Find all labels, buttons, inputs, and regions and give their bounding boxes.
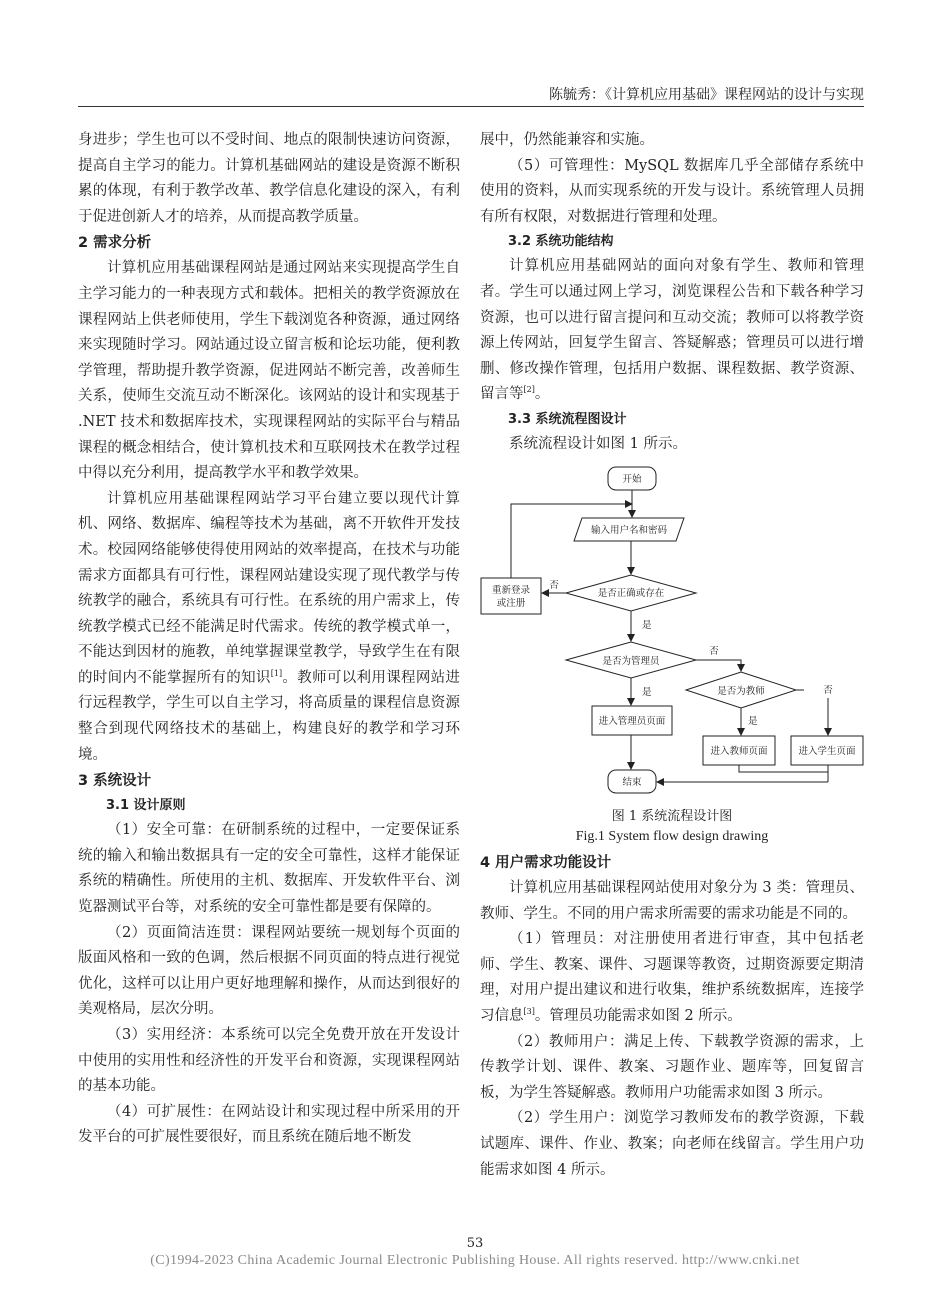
text: 计算机应用基础课程网站学习平台建立要以现代计算机、网络、数据库、编程等技术为基础，离不开软件开发技术。校园网络能够使得使用网站的效率提高，在技术与功能需求方面都具有可行性，课程网站建设实现了现代教学与传统教学的融合，系统具有可行性。在系统的用户需求上，传统教学模式已经不能满足时代需求。传统的教学模式单一，不能达到因材的施教，单纯掌握课堂教学，导致学生在有限的时间内不能掌握所有的知识 [78, 490, 460, 686]
section-heading: 4 用户需求功能设计 [480, 855, 612, 871]
flow-label: 否 [823, 685, 833, 696]
paragraph: 身进步；学生也可以不受时间、地点的限制快速访问资源，提高自主学习的能力。计算机基础网站的建设是资源不断积累的体现，有利于教学改革、教学信息化建设的深入，有利于促进创新人才的培养，从而提高教学质量。 [78, 132, 460, 225]
flow-label: 重新登录 [491, 585, 531, 596]
left-column [78, 128, 460, 1151]
paragraph: （5）可管理性：MySQL 数据库几乎全部储存系统中使用的资料，从而实现系统的开发与设计。系统管理人员拥有所有权限，对数据进行管理和处理。 [480, 157, 864, 225]
flow-label: 是否为教师 [717, 686, 765, 697]
flow-label: 是 [748, 716, 758, 727]
subsection-heading: 3.2 系统功能结构 [508, 234, 614, 250]
subsection-heading: 3.3 系统流程图设计 [508, 411, 627, 427]
text: （1）管理员：对注册使用者进行审查，其中包括老师、学生、教案、课件、习题课等教资，过期资源要定期清理，对用户提出建议和进行收集，维护系统数据库，连接学习信息 [480, 931, 864, 1024]
citation: [1] [270, 669, 283, 679]
flow-label: 是否为管理员 [602, 656, 660, 667]
header-rule [78, 106, 864, 107]
flow-label: 是否正确或存在 [597, 588, 665, 599]
paragraph: （4）可扩展性：在网站设计和实现过程中所采用的开发平台的可扩展性要很好，而且系统在随后地不断发 [78, 1103, 460, 1146]
right-column-lower [480, 850, 864, 1183]
text: 。管理员功能需求如图 2 所示。 [534, 1007, 742, 1024]
flow-label: 输入用户名和密码 [590, 525, 668, 536]
flowchart-svg [478, 462, 864, 800]
paragraph [480, 927, 864, 1029]
text: 。 [534, 386, 550, 403]
copyright-watermark: (C)1994-2023 China Academic Journal Electronic Publishing House. All rights reserved. http://www.cnki.net [150, 1253, 800, 1268]
citation: [3] [523, 1007, 535, 1017]
figure-caption: 图 1 系统流程设计图 [611, 809, 733, 824]
text: 。教师可以利用课程网站进行远程教学，学生可以自主学习，将高质量的课程信息资源整合到现代网络技术的基础上，构建良好的教学和学习环境。 [78, 669, 461, 763]
text: 计算机应用基础网站的面向对象有学生、教师和管理者。学生可以通过网上学习，浏览课程公告和下载各种学习资源，也可以进行留言提问和互动交流；教师可以将教学资源上传网站，回复学生留言、答疑解惑；管理员可以进行增删、修改操作管理，包括用户数据、课程数据、教学资源、留言等 [480, 258, 864, 403]
flow-label: 结束 [622, 777, 642, 788]
flow-arrow [739, 765, 828, 772]
section-heading: 3 系统设计 [78, 773, 152, 790]
paragraph: 展中，仍然能兼容和实施。 [480, 132, 654, 148]
figure-caption-english: Fig.1 System flow design drawing [575, 829, 769, 844]
flow-arrow [696, 660, 741, 671]
citation: [2] [523, 385, 535, 395]
subsection-heading: 3.1 设计原则 [106, 798, 186, 814]
flow-label: 进入教师页面 [710, 746, 768, 757]
paragraph: 系统流程设计如图 1 所示。 [509, 435, 687, 452]
flow-label: 进入学生页面 [798, 746, 856, 757]
paragraph: （1）安全可靠：在研制系统的过程中，一定要保证系统的输入和输出数据具有一定的安全可靠性，这样才能保证系统的精确性。所使用的主机、数据库、开发软件平台、浏览器测试平台等，对系统的安全可靠性都是要有保障的。 [78, 822, 460, 916]
flow-label: 开始 [622, 474, 642, 485]
page-number: 53 [466, 1236, 484, 1251]
section-heading: 2 需求分析 [78, 235, 152, 252]
flow-label: 否 [709, 646, 719, 657]
paragraph [480, 254, 864, 408]
flow-label: 是 [642, 687, 652, 698]
running-header: 陈毓秀：《计算机应用基础》课程网站的设计与实现 [549, 87, 864, 103]
flow-label: 或注册 [496, 598, 526, 609]
paragraph: 计算机应用基础课程网站使用对象分为 3 类：管理员、教师、学生。不同的用户需求所需要的需求功能是不同的。 [480, 880, 864, 922]
paragraph: （3）实用经济：本系统可以完全免费开放在开发设计中使用的实用性和经济性的开发平台和资源，实现课程网站的基本功能。 [78, 1027, 460, 1095]
flow-label: 否 [549, 580, 559, 591]
flow-label: 是 [642, 620, 652, 631]
paragraph: 计算机应用基础课程网站是通过网站来实现提高学生自主学习能力的一种表现方式和载体。把相关的教学资源放在课程网站上供老师使用，学生下载浏览各种资源，通过网络来实现随时学习。网站通过设立留言板和论坛功能，便利教学管理，帮助提升教学资源，促进网站不断完善，改善师生关系，使师生交流互动不断深化。该网站的设计和实现基于 .NET 技术和数据库技术，实现课程网站的实际平台与精品课程的概念相结合，使计算机技术和互联网技术在教学过程中得以充分利用，提高教学水平和教学效果。 [78, 260, 460, 482]
flow-label: 进入管理员页面 [598, 716, 666, 727]
paragraph: （2）学生用户：浏览学习教师发布的教学资源，下载试题库、课件、作业、教案；向老师在线留言。学生用户功能需求如图 4 所示。 [480, 1110, 864, 1178]
paragraph: （2）教师用户：满足上传、下载教学资源的需求，上传教学计划、课件、教案、习题作业、题库等，回复留言板，为学生答疑解惑。教师用户功能需求如图 3 所示。 [480, 1033, 864, 1101]
right-column [480, 128, 864, 458]
paragraph [78, 487, 460, 769]
flowchart-figure [478, 462, 864, 800]
paragraph: （2）页面简洁连贯：课程网站要统一规划每个页面的版面风格和一致的色调，然后根据不同页面的特点进行视觉优化，这样可以让用户更好地理解和操作，从而达到很好的美观格局，层次分明。 [78, 924, 460, 1018]
